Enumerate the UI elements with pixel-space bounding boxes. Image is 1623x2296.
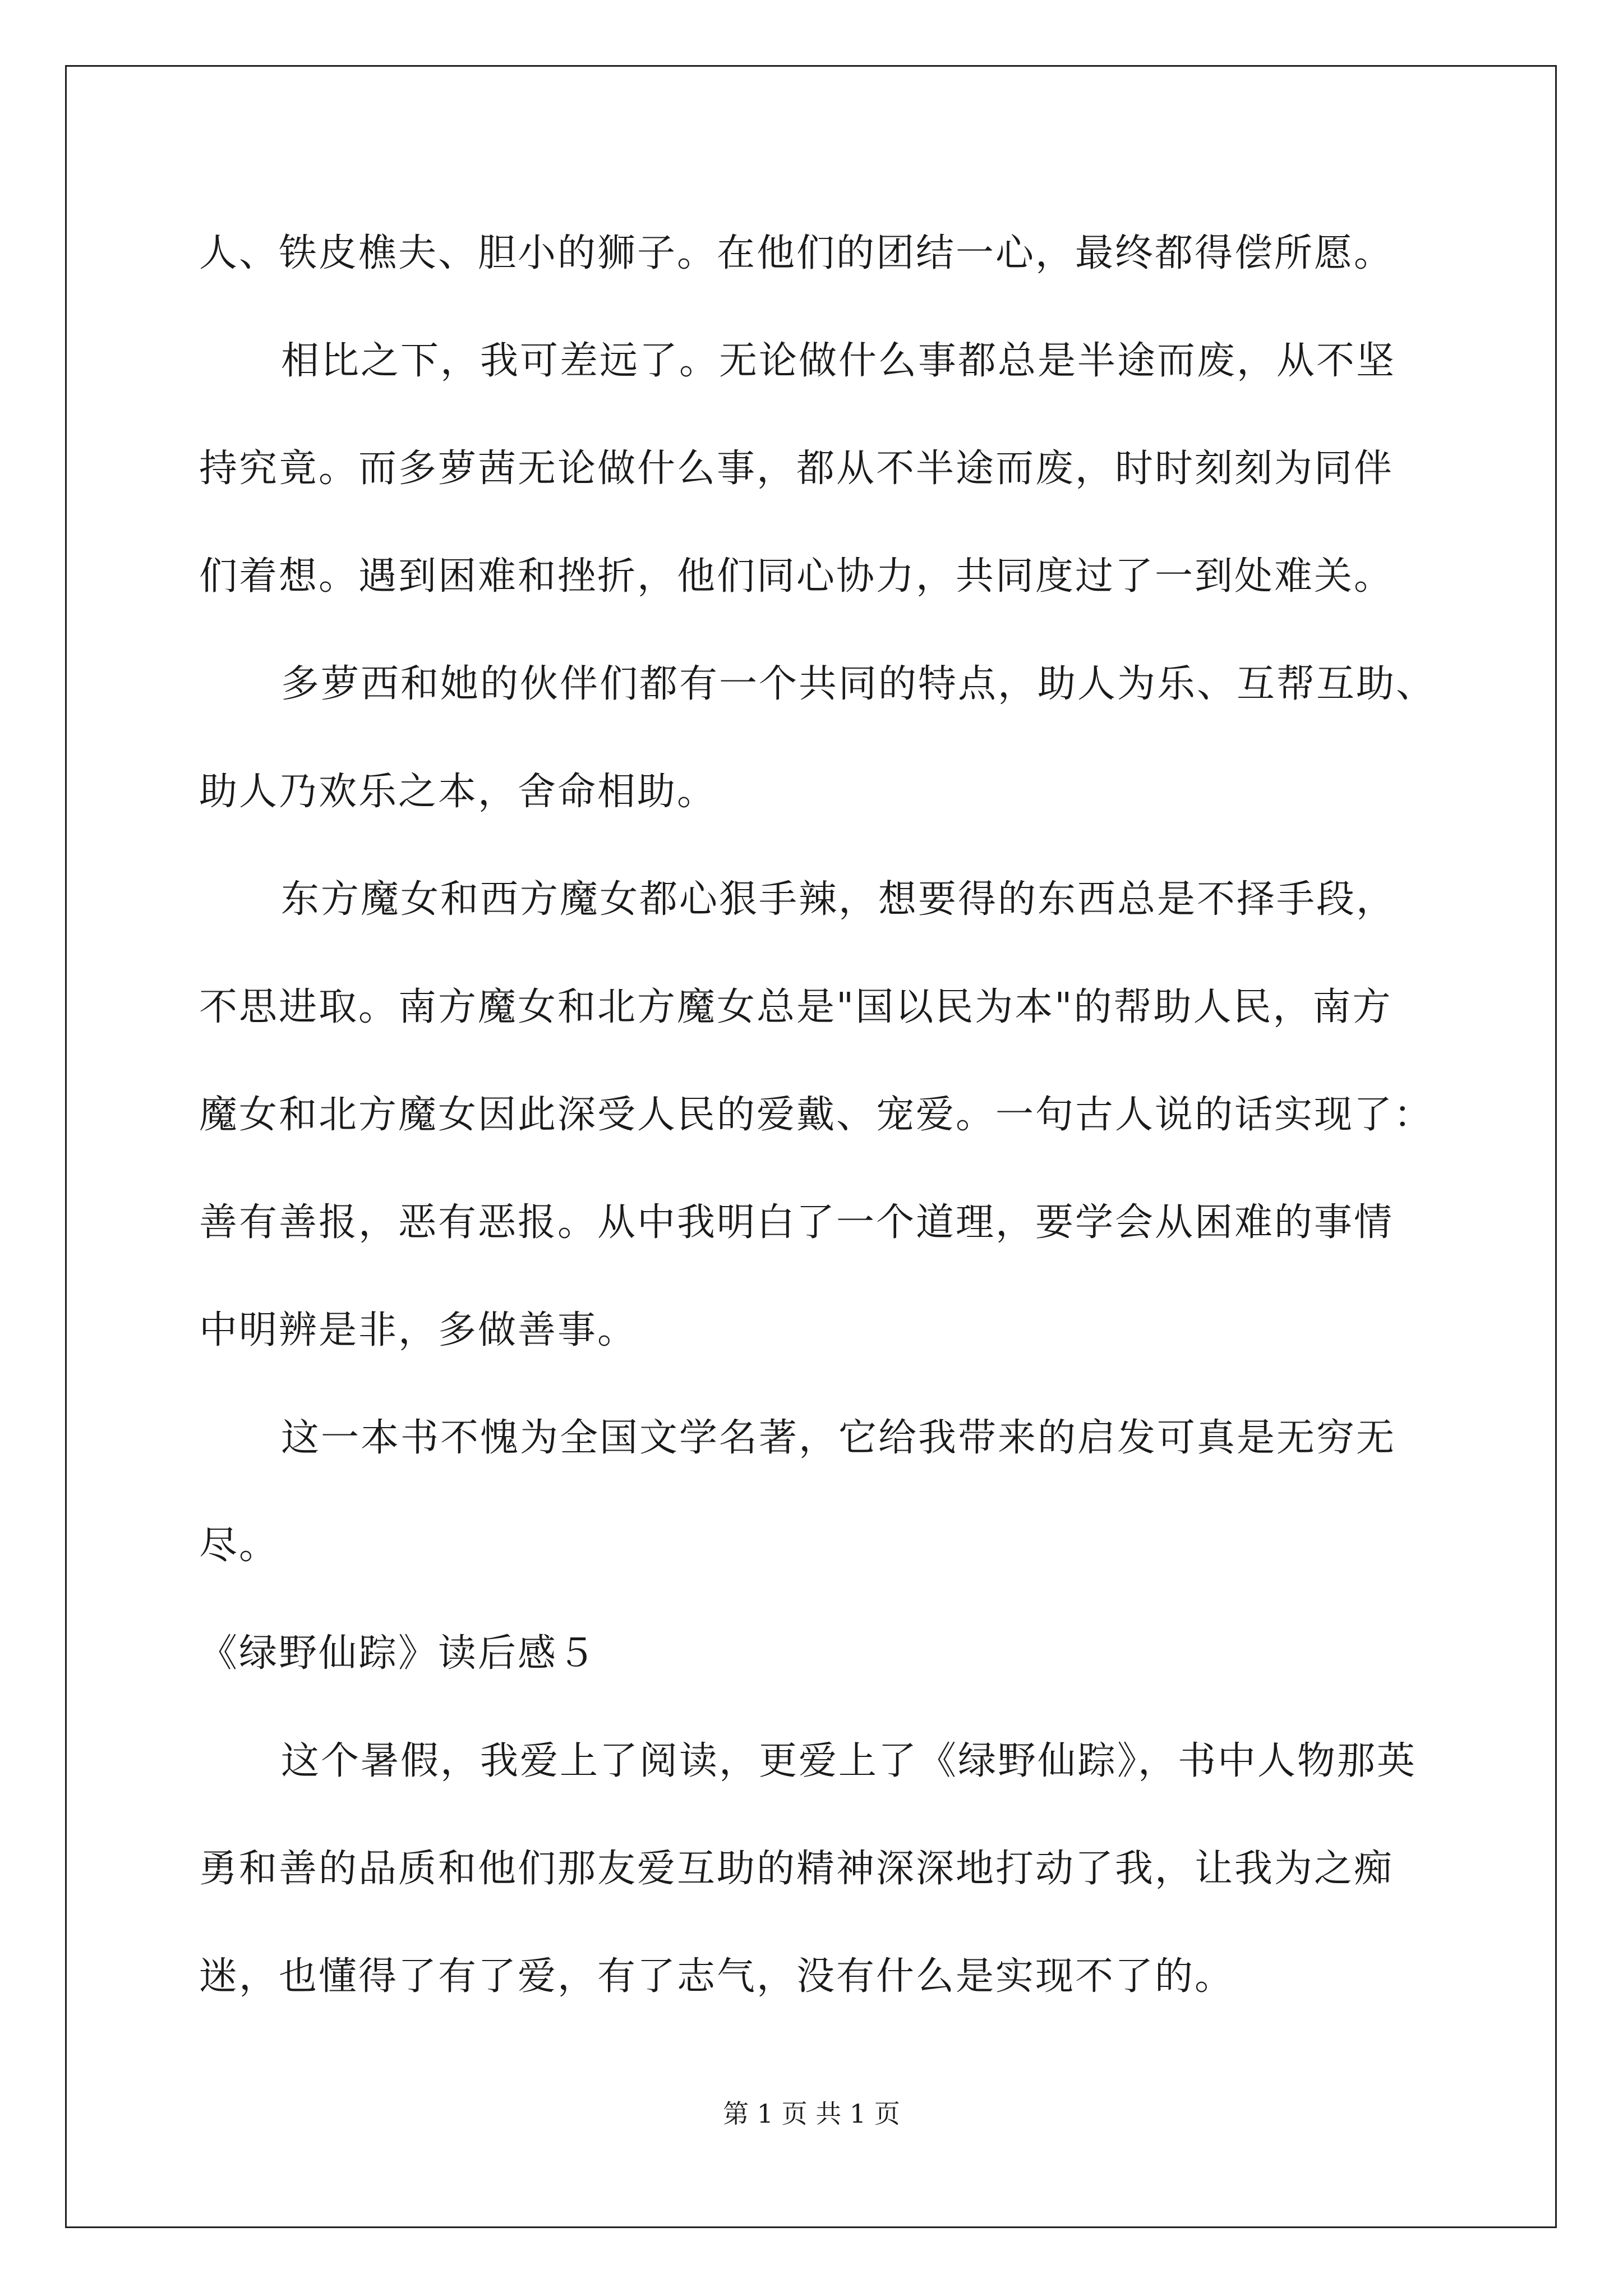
paragraph-line: 多萝西和她的伙伴们都有一个共同的特点，助人为乐、互帮互助、 — [281, 662, 1436, 706]
paragraph-line: 这个暑假，我爱上了阅读，更爱上了《绿野仙踪》，书中人物那英 — [281, 1739, 1417, 1783]
paragraph-line: 不思进取。南方魔女和北方魔女总是"国以民为本"的帮助人民，南方 — [199, 985, 1393, 1029]
paragraph-line: 相比之下，我可差远了。无论做什么事都总是半途而废，从不坚 — [281, 339, 1396, 383]
paragraph-line: 们着想。遇到困难和挫折，他们同心协力，共同度过了一到处难关。 — [199, 554, 1394, 599]
paragraph-line: 勇和善的品质和他们那友爱互助的精神深深地打动了我，让我为之痴 — [199, 1847, 1394, 1891]
paragraph-line: 善有善报，恶有恶报。从中我明白了一个道理，要学会从困难的事情 — [199, 1200, 1394, 1245]
paragraph-line: 人、铁皮樵夫、胆小的狮子。在他们的团结一心，最终都得偿所愿。 — [199, 231, 1394, 275]
page-number-footer: 第 1 页 共 1 页 — [723, 2099, 900, 2129]
paragraph-line: 助人乃欢乐之本，舍命相助。 — [199, 770, 717, 814]
paragraph-line: 持究竟。而多萝茜无论做什么事，都从不半途而废，时时刻刻为同伴 — [199, 447, 1394, 491]
paragraph-line: 尽。 — [199, 1524, 279, 1568]
section-heading: 《绿野仙踪》读后感５ — [199, 1631, 598, 1676]
paragraph-line: 魔女和北方魔女因此深受人民的爱戴、宠爱。一句古人说的话实现了： — [199, 1093, 1434, 1137]
paragraph-line: 东方魔女和西方魔女都心狠手辣，想要得的东西总是不择手段， — [281, 877, 1396, 922]
paragraph-line: 迷，也懂得了有了爱，有了志气，没有什么是实现不了的。 — [199, 1954, 1235, 1999]
document-body — [199, 200, 1461, 2031]
paragraph-line: 这一本书不愧为全国文学名著，它给我带来的启发可真是无穷无 — [281, 1416, 1396, 1460]
paragraph-line: 中明辨是非，多做善事。 — [199, 1308, 638, 1352]
